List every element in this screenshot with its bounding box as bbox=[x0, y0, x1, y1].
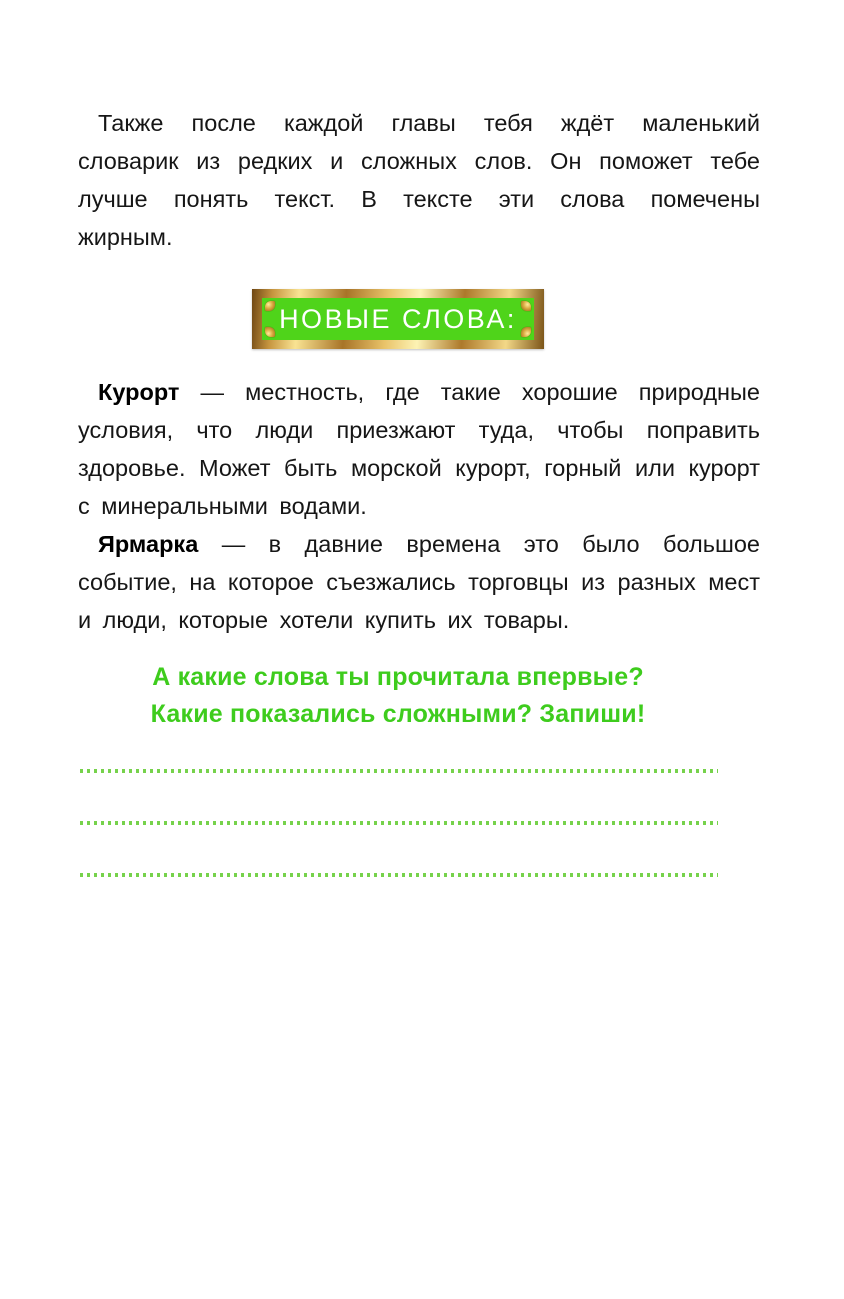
definition-text: — местность, где такие хорошие природные условия, что люди приезжают туда, чтобы поправить здоровье. Может быть морской курорт, горный или курорт с минеральными водами. bbox=[78, 379, 760, 519]
gold-ornament-icon-bottom-right bbox=[521, 327, 531, 337]
gold-ornament-icon-bottom-left bbox=[265, 327, 275, 337]
definition-kurort bbox=[78, 373, 760, 525]
writing-line[interactable] bbox=[80, 821, 718, 825]
writing-line[interactable] bbox=[80, 873, 718, 877]
writing-line[interactable] bbox=[80, 769, 718, 773]
definition-term: Курорт bbox=[98, 379, 180, 405]
gold-ornament-icon-top-right bbox=[521, 301, 531, 311]
banner-title: НОВЫЕ СЛОВА: bbox=[279, 304, 517, 334]
new-words-banner-plate bbox=[262, 298, 534, 340]
glossary bbox=[78, 373, 760, 639]
writing-prompt-line2: Какие показались сложными? Запиши! bbox=[150, 700, 646, 728]
definition-term: Ярмарка bbox=[98, 531, 199, 557]
new-words-banner bbox=[252, 289, 544, 349]
writing-prompt-line1: А какие слова ты прочитала впервые? bbox=[152, 663, 644, 691]
writing-area bbox=[78, 769, 718, 877]
gold-ornament-icon-top-left bbox=[265, 301, 275, 311]
definition-yarmarka bbox=[78, 525, 760, 639]
centered-column bbox=[78, 289, 718, 349]
page-content bbox=[78, 104, 760, 877]
intro-paragraph: Также после каждой главы тебя ждёт маленький словарик из редких и сложных слов. Он поможет тебе лучше понять текст. В тексте эти слова помечены жирным. bbox=[78, 110, 760, 250]
definition-text: — в давние времена это было большое событие, на которое съезжались торговцы из разных мест и люди, которые хотели купить их товары. bbox=[78, 531, 760, 633]
writing-prompt bbox=[78, 659, 718, 733]
